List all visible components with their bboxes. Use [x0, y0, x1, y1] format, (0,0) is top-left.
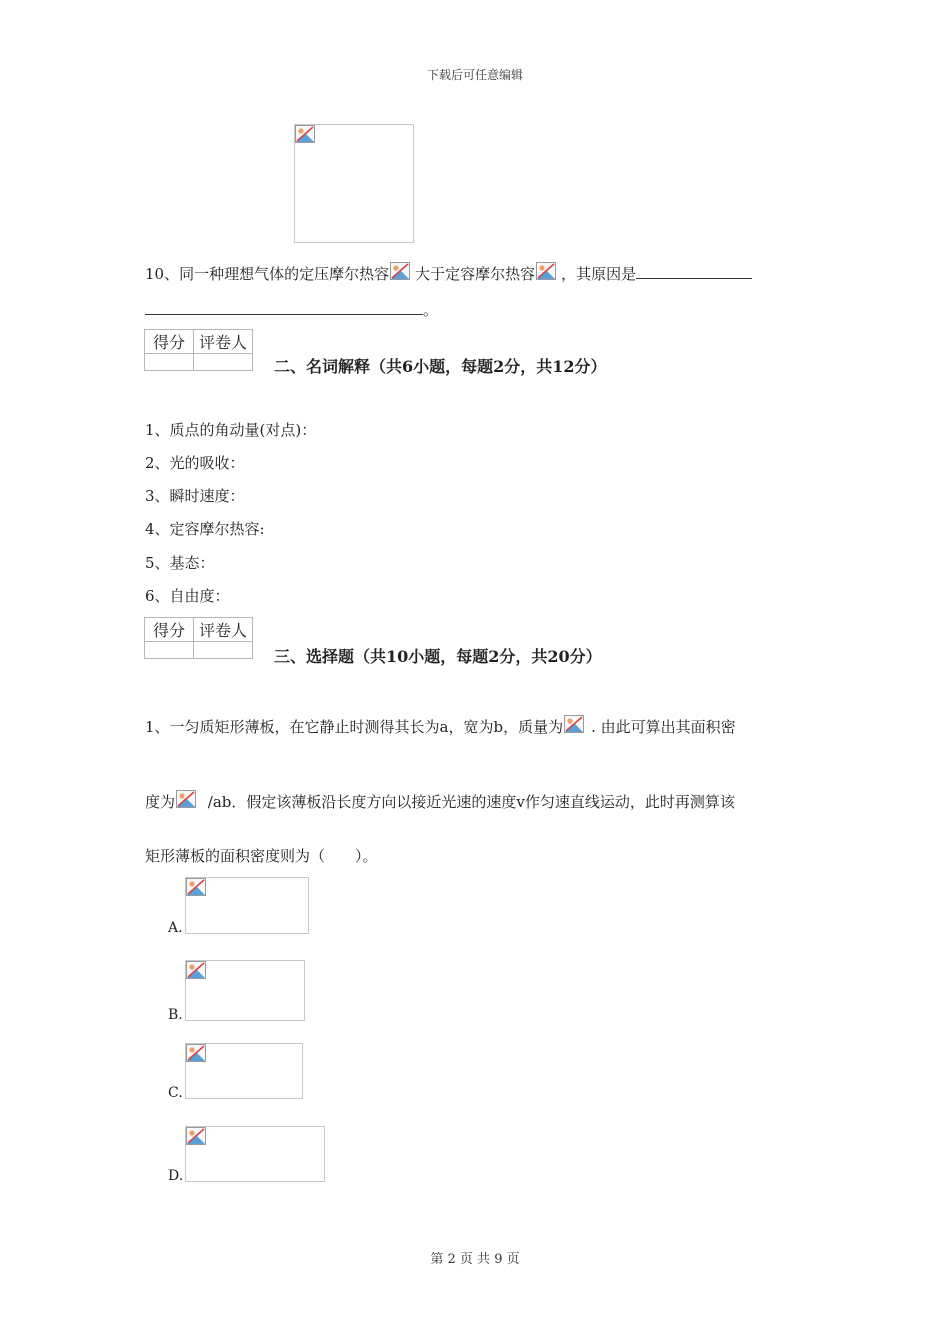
broken-image-icon	[186, 961, 206, 979]
option-label-c: C.	[168, 1085, 183, 1101]
broken-image-icon	[176, 790, 196, 808]
answer-blank	[145, 298, 423, 315]
option-image-d	[185, 1126, 325, 1182]
score-table	[144, 617, 253, 659]
broken-image-icon	[390, 262, 410, 280]
inline-formula-image	[389, 262, 415, 284]
score-table	[144, 329, 253, 371]
score-cell	[145, 354, 194, 371]
broken-image-icon	[186, 878, 206, 896]
broken-image-icon	[186, 1044, 206, 1062]
question-number: 10、	[145, 265, 180, 283]
grader-cell	[194, 354, 253, 371]
section-2-title: 二、名词解释（共6小题，每题2分，共12分）	[274, 357, 607, 376]
question-text: 度为	[145, 793, 176, 811]
term-item: 4、定容摩尔热容:	[145, 520, 265, 538]
term-item: 5、基态：	[145, 554, 215, 572]
grader-label: 评卷人	[194, 618, 253, 642]
choice-question-line1	[145, 715, 736, 737]
question-10	[145, 262, 752, 284]
option-image-a	[185, 877, 309, 934]
choice-question-line3: 矩形薄板的面积密度则为（ ）。	[145, 847, 378, 865]
option-image-b	[185, 960, 305, 1021]
page-header: 下载后可任意编辑	[426, 68, 523, 82]
broken-image-icon	[186, 1127, 206, 1145]
question-text-part3: ，其原因是	[561, 265, 637, 283]
option-label-a: A.	[168, 920, 183, 936]
grader-label: 评卷人	[194, 330, 253, 354]
inline-formula-image	[563, 715, 591, 737]
question-text: . 由此可算出其面积密	[591, 718, 736, 736]
question-end: 。	[423, 301, 439, 319]
grader-cell	[194, 642, 253, 659]
broken-image-icon	[564, 715, 584, 733]
question-text-part2: 大于定容摩尔热容	[415, 265, 536, 283]
choice-question-line2	[145, 790, 735, 812]
score-label: 得分	[145, 330, 194, 354]
inline-formula-image	[175, 790, 203, 812]
broken-image-icon	[295, 125, 315, 143]
option-label-b: B.	[168, 1007, 183, 1023]
term-item: 3、瞬时速度：	[145, 487, 245, 505]
question-text: 1、一匀质矩形薄板，在它静止时测得其长为a，宽为b，质量为	[145, 718, 564, 736]
figure-image	[294, 124, 414, 243]
term-item: 6、自由度：	[145, 587, 230, 605]
option-image-c	[185, 1043, 303, 1099]
answer-blank	[636, 262, 752, 279]
page-footer: 第 2 页 共 9 页	[430, 1252, 520, 1267]
question-text-part1: 同一种理想气体的定压摩尔热容	[179, 265, 390, 283]
section-3-title: 三、选择题（共10小题，每题2分，共20分）	[274, 647, 602, 666]
term-item: 1、质点的角动量(对点)：	[145, 421, 317, 439]
option-label-d: D.	[168, 1168, 184, 1184]
question-text: /ab．假定该薄板沿长度方向以接近光速的速度v作匀速直线运动，此时再测算该	[203, 793, 735, 811]
question-10-line2	[145, 298, 438, 320]
score-cell	[145, 642, 194, 659]
term-item: 2、光的吸收：	[145, 454, 245, 472]
inline-formula-image	[535, 262, 561, 284]
score-label: 得分	[145, 618, 194, 642]
broken-image-icon	[536, 262, 556, 280]
